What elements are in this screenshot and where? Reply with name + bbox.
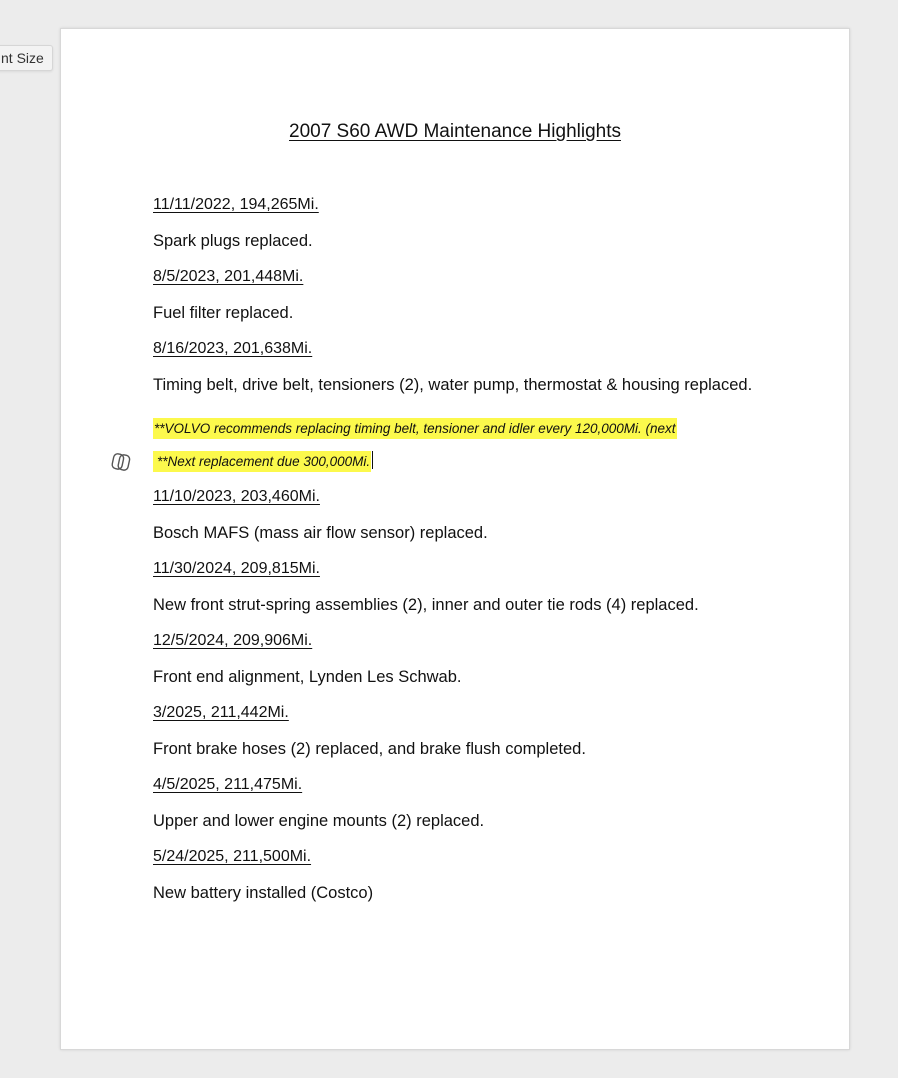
maintenance-entries (153, 192, 753, 916)
entry-description: New front strut-spring assemblies (2), inner and outer tie rods (4) replaced. (153, 596, 699, 614)
entry-date: 3/2025, 211,442Mi. (153, 704, 289, 721)
entry-date: 4/5/2025, 211,475Mi. (153, 776, 303, 793)
entry-description: Front brake hoses (2) replaced, and brake flush completed. (153, 740, 586, 758)
entry-description: Upper and lower engine mounts (2) replaced. (153, 812, 485, 830)
highlighted-note-row (153, 451, 753, 484)
entry-date: 8/5/2023, 201,448Mi. (153, 268, 304, 285)
entry-description: Timing belt, drive belt, tensioners (2), water pump, thermostat & housing replaced. (153, 376, 753, 394)
document-page[interactable] (60, 28, 850, 1050)
entry-description: Front end alignment, Lynden Les Schwab. (153, 668, 462, 686)
entry-description: Fuel filter replaced. (153, 304, 294, 322)
copilot-icon[interactable] (110, 451, 132, 473)
text-cursor (372, 451, 373, 469)
entry-description: New battery installed (Costco) (153, 884, 374, 902)
entry-date: 8/16/2023, 201,638Mi. (153, 340, 313, 357)
entry-description: Spark plugs replaced. (153, 232, 313, 250)
font-size-tooltip: nt Size (0, 45, 53, 71)
entry-date: 5/24/2025, 211,500Mi. (153, 848, 312, 865)
entry-date: 11/10/2023, 203,460Mi. (153, 488, 320, 505)
entry-description: Bosch MAFS (mass air flow sensor) replaced. (153, 524, 488, 542)
document-title: 2007 S60 AWD Maintenance Highlights (289, 121, 621, 142)
entry-date: 11/30/2024, 209,815Mi. (153, 560, 320, 577)
highlighted-note: **VOLVO recommends replacing timing belt, tensioner and idler every 120,000Mi. (next (153, 418, 677, 439)
highlighted-note-row (153, 418, 753, 451)
entry-date: 11/11/2022, 194,265Mi. (153, 196, 319, 213)
highlighted-note: **Next replacement due 300,000Mi. (153, 451, 371, 472)
entry-date: 12/5/2024, 209,906Mi. (153, 632, 313, 649)
